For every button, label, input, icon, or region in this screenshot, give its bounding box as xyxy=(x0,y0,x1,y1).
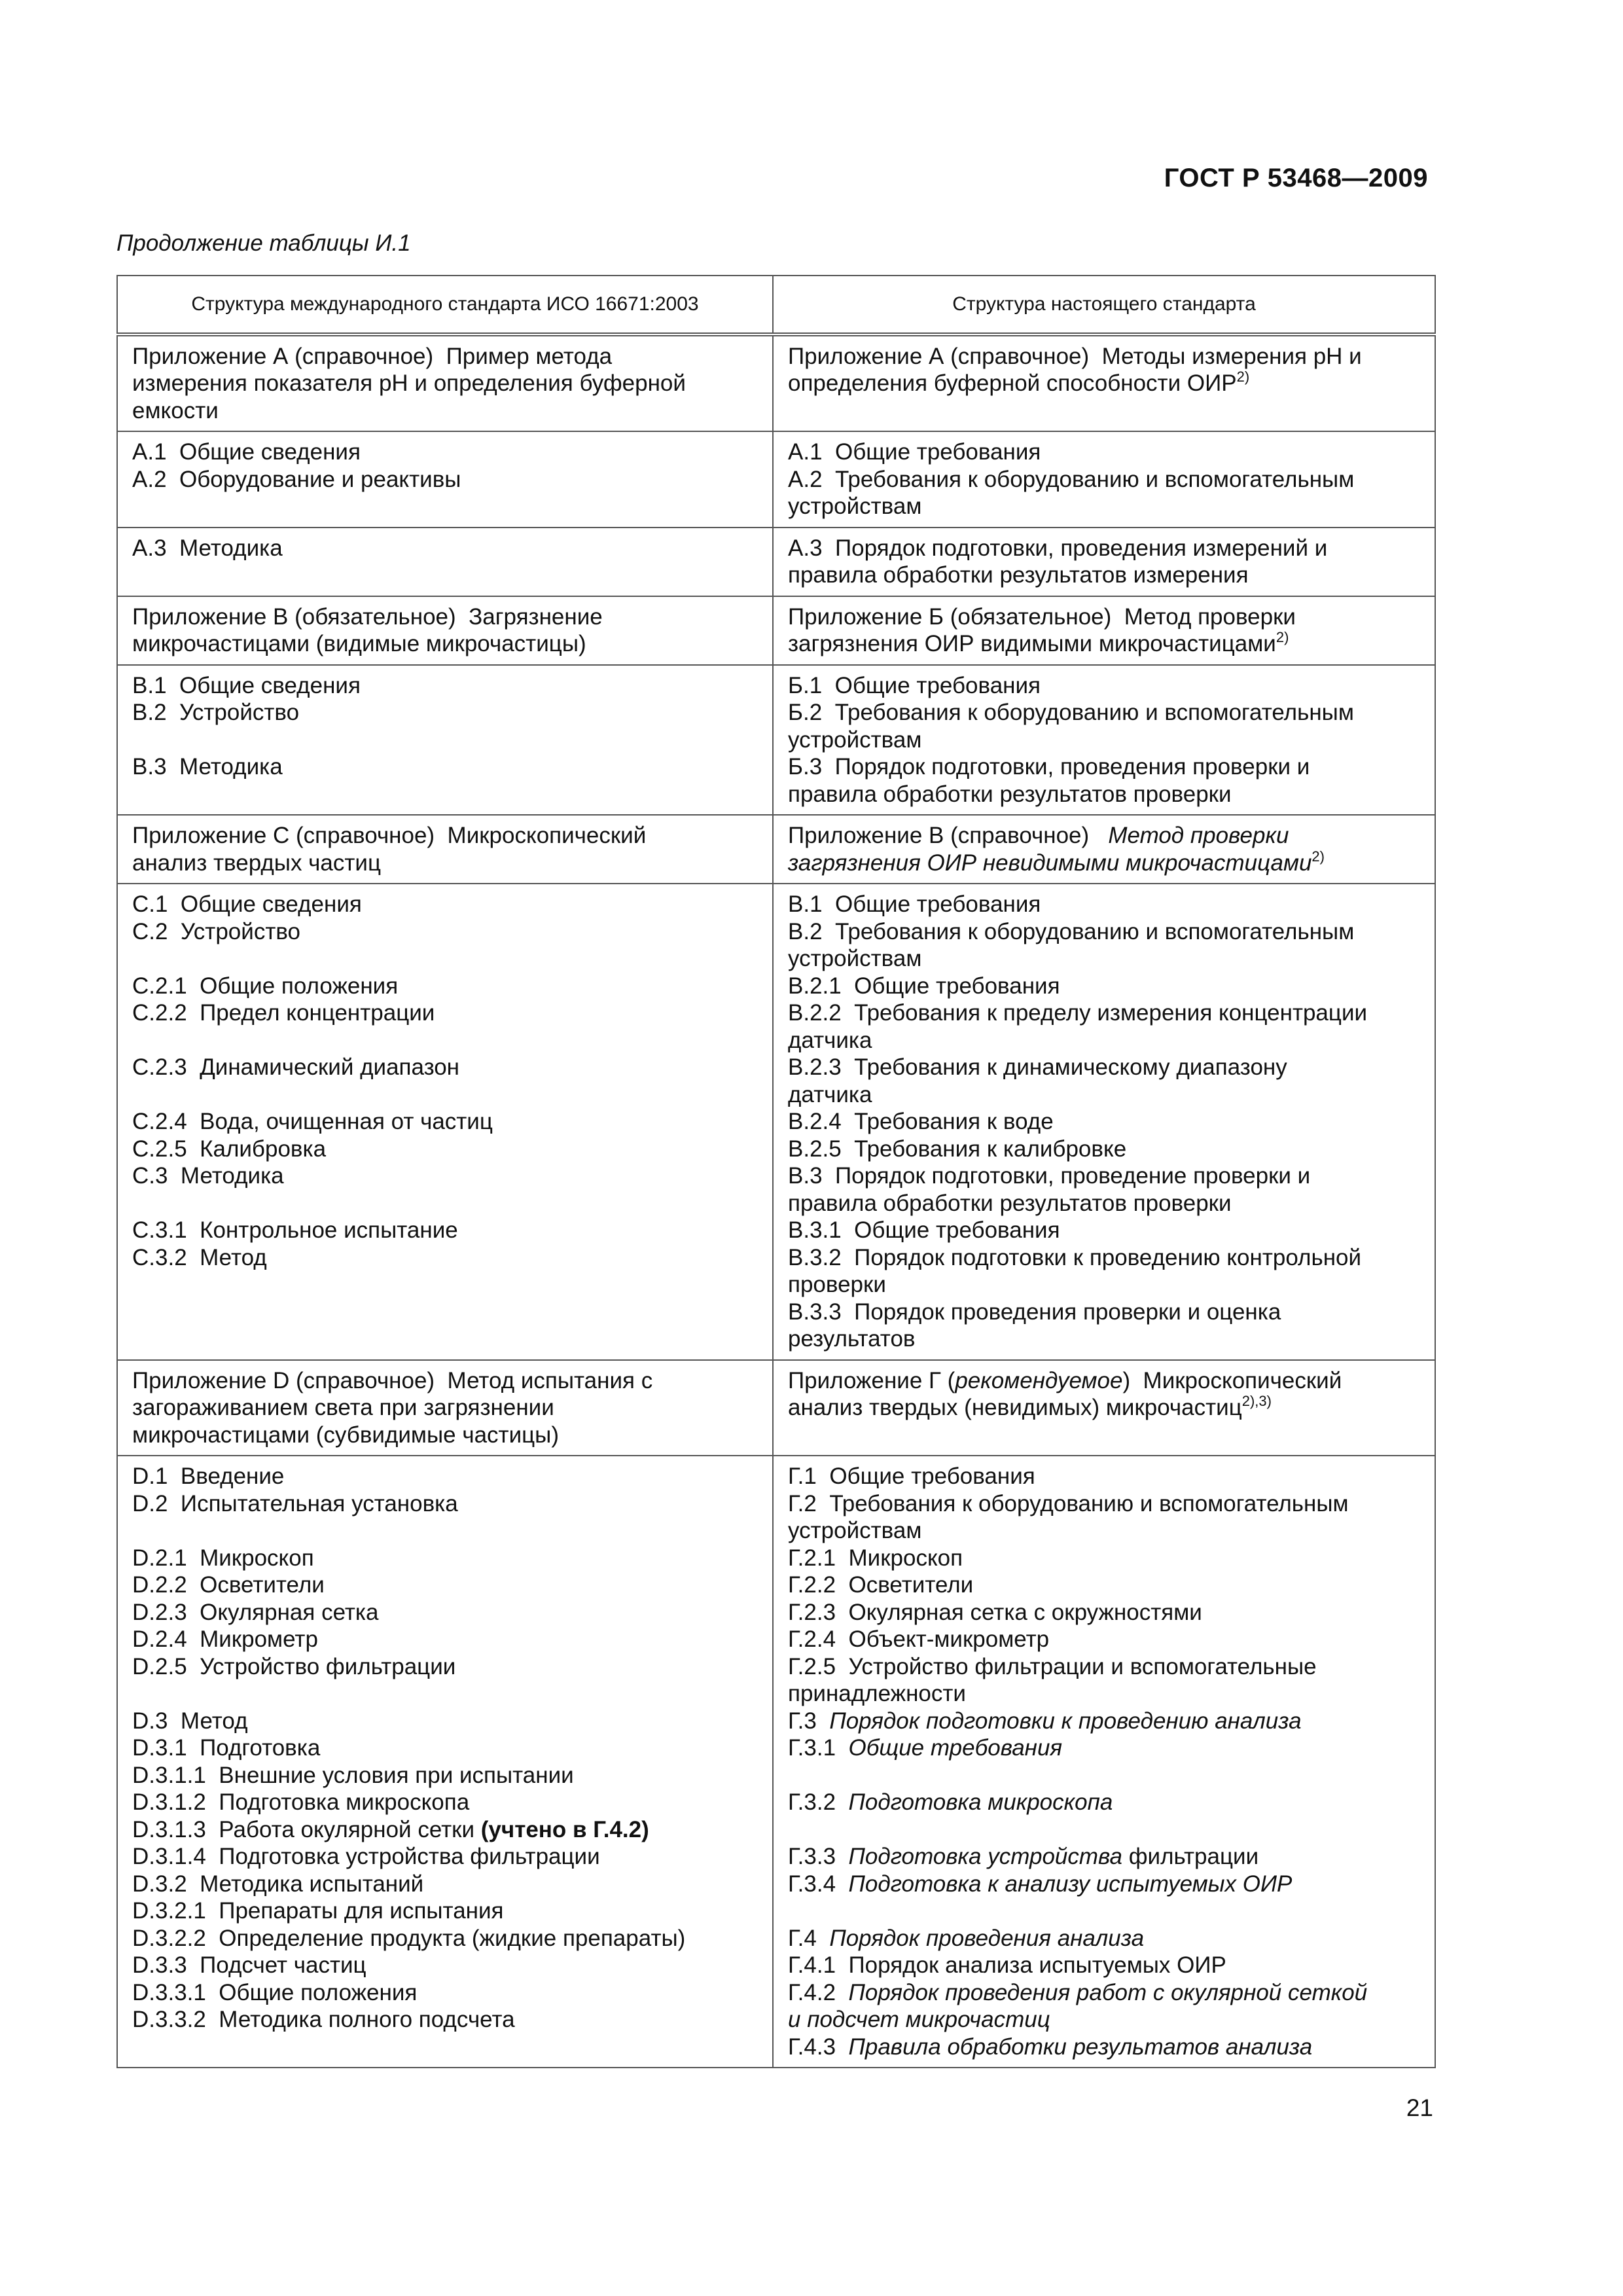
cell-line xyxy=(788,1925,1420,1952)
cell-line xyxy=(132,1816,758,1844)
cell-text-italic: Метод проверки xyxy=(1108,823,1289,848)
cell-line: D.3.2.2 Определение продукта (жидкие препараты) xyxy=(132,1925,686,1951)
cell-lines xyxy=(788,1463,1420,1708)
cell-line: устройствам xyxy=(788,726,922,753)
cell-line: А.1 Общие сведения xyxy=(132,439,361,465)
cell-line xyxy=(788,1394,1420,1422)
page-number: 21 xyxy=(1406,2094,1433,2121)
cell-line: устройствам xyxy=(788,493,922,519)
cell-line xyxy=(788,1708,1420,1735)
cell-text: D.3.1.3 Работа окулярной сетки xyxy=(132,1816,481,1842)
cell-line xyxy=(788,850,1420,877)
cell-line: В.3 Порядок подготовки, проведение проверки и xyxy=(788,1163,1311,1189)
cell-line: В.1 Общие сведения xyxy=(132,672,361,698)
cell-line: Г.2.4 Объект-микрометр xyxy=(788,1626,1050,1652)
iso-cell xyxy=(117,665,773,816)
cell-line: Приложение С (справочное) Микроскопический xyxy=(132,823,647,848)
cell-text-italic: Подготовка устройства xyxy=(848,1844,1123,1869)
cell-line-blank xyxy=(788,1816,1420,1844)
cell-text-italic: Порядок проведения работ с окулярной сеткой xyxy=(848,1979,1368,2005)
cell-line: В.1 Общие требования xyxy=(788,891,1041,917)
cell-lines xyxy=(132,1463,758,1816)
cell-line-blank xyxy=(132,1027,758,1054)
cell-line: D.3.1.2 Подготовка микроскопа xyxy=(132,1789,470,1815)
cell-line: В.3.3 Порядок проведения проверки и оценка xyxy=(788,1299,1281,1325)
comparison-table xyxy=(116,275,1436,2068)
cell-text: Приложение В (справочное) xyxy=(788,823,1109,848)
cell-line: С.3.1 Контрольное испытание xyxy=(132,1217,458,1243)
cell-line: С.2.1 Общие положения xyxy=(132,973,399,999)
column-header-national: Структура настоящего стандарта xyxy=(773,276,1435,334)
cell-line: проверки xyxy=(788,1272,886,1297)
iso-cell xyxy=(117,334,773,432)
iso-cell xyxy=(117,1456,773,2068)
cell-line: Б.1 Общие требования xyxy=(788,672,1041,698)
iso-cell xyxy=(117,884,773,1360)
cell-line: С.3 Методика xyxy=(132,1163,284,1189)
national-cell xyxy=(773,665,1435,816)
table-row xyxy=(117,431,1435,528)
cell-line: Приложение Б (обязательное) Метод проверки xyxy=(788,603,1296,630)
cell-line: В.2.1 Общие требования xyxy=(788,973,1060,999)
cell-text: определения буферной способности ОИР xyxy=(788,370,1237,396)
cell-line-blank xyxy=(132,1190,758,1217)
cell-line: D.3.1 Подготовка xyxy=(132,1735,321,1761)
cell-line: Г.4.1 Порядок анализа испытуемых ОИР xyxy=(788,1952,1226,1978)
cell-line: D.3.1.1 Внешние условия при испытании xyxy=(132,1762,574,1788)
cell-line: D.3 Метод xyxy=(132,1708,248,1734)
cell-line: С.3.2 Метод xyxy=(132,1244,267,1270)
cell-line: В.2.5 Требования к калибровке xyxy=(788,1136,1127,1162)
cell-line xyxy=(788,1871,1420,1898)
cell-text: Г.3.3 xyxy=(788,1844,849,1869)
cell-line: устройствам xyxy=(788,946,922,971)
cell-line: Г.1 Общие требования xyxy=(788,1463,1035,1489)
cell-line: Г.2.2 Осветители xyxy=(788,1572,974,1598)
cell-line: правила обработки результатов измерения xyxy=(788,562,1249,588)
cell-line: D.3.3.2 Методика полного подсчета xyxy=(132,2007,515,2032)
cell-line: А.3 Методика xyxy=(132,535,283,561)
cell-line: датчика xyxy=(788,1081,872,1107)
table-row xyxy=(117,665,1435,816)
column-header-iso: Структура международного стандарта ИСО 16671:2003 xyxy=(117,276,773,334)
cell-line: Б.2 Требования к оборудованию и вспомогательным xyxy=(788,700,1354,725)
cell-text-italic: рекомендуемое xyxy=(955,1367,1123,1393)
footnote-ref: 2) xyxy=(1311,848,1325,865)
cell-line: D.2.2 Осветители xyxy=(132,1572,325,1598)
cell-text: Г.3.2 xyxy=(788,1789,849,1815)
footnote-ref: 2),3) xyxy=(1241,1393,1272,1409)
cell-line xyxy=(788,2034,1420,2061)
iso-cell xyxy=(117,596,773,665)
cell-text: Г.4.2 xyxy=(788,1979,849,2005)
cell-line: С.2.5 Калибровка xyxy=(132,1136,327,1162)
cell-line-blank xyxy=(132,1680,758,1708)
cell-line: А.1 Общие требования xyxy=(788,439,1041,465)
cell-line: В.2.3 Требования к динамическому диапазону xyxy=(788,1054,1287,1080)
cell-line-blank xyxy=(132,726,758,754)
cell-line: D.3.1.4 Подготовка устройства фильтрации xyxy=(132,1844,600,1869)
cell-line: В.2 Устройство xyxy=(132,700,300,725)
cell-line: Г.2.3 Окулярная сетка с окружностями xyxy=(788,1599,1202,1625)
cell-line: D.3.2.1 Препараты для испытания xyxy=(132,1898,504,1924)
cell-line: результатов xyxy=(788,1326,916,1352)
cell-line-blank xyxy=(132,1517,758,1545)
cell-line-blank xyxy=(132,945,758,973)
cell-line: Б.3 Порядок подготовки, проведения проверки и xyxy=(788,754,1310,780)
cell-line: D.2.3 Окулярная сетка xyxy=(132,1599,379,1625)
cell-line: D.3.3 Подсчет частиц xyxy=(132,1952,366,1978)
cell-line: D.2 Испытательная установка xyxy=(132,1490,458,1516)
cell-line: С.2.3 Динамический диапазон xyxy=(132,1054,460,1080)
cell-line: Приложение В (обязательное) Загрязнение xyxy=(132,603,603,630)
footnote-ref: 2) xyxy=(1236,368,1250,385)
cell-line: D.3.3.1 Общие положения xyxy=(132,1979,418,2005)
cell-text-italic: Правила обработки результатов анализа xyxy=(848,2034,1313,2060)
table-row xyxy=(117,334,1435,432)
iso-cell xyxy=(117,431,773,528)
cell-line: загораживанием света при загрязнении xyxy=(132,1395,554,1420)
cell-line: и подсчет микрочастиц xyxy=(788,2007,1050,2032)
table-continuation-caption: Продолжение таблицы И.1 xyxy=(116,230,411,256)
cell-line: С.2 Устройство xyxy=(132,918,301,944)
cell-line: D.2.5 Устройство фильтрации xyxy=(132,1653,456,1679)
cell-line: устройствам xyxy=(788,1518,922,1543)
cell-line: правила обработки результатов проверки xyxy=(788,781,1232,807)
national-cell xyxy=(773,431,1435,528)
cell-line xyxy=(788,1367,1420,1395)
cell-text: Г.3.4 xyxy=(788,1871,849,1897)
cell-text-italic: Порядок проведения анализа xyxy=(829,1925,1145,1951)
table-row xyxy=(117,884,1435,1360)
cell-lines xyxy=(132,1843,758,2034)
cell-line: В.3.2 Порядок подготовки к проведению контрольной xyxy=(788,1244,1362,1270)
cell-line: В.2.4 Требования к воде xyxy=(788,1109,1054,1134)
cell-line-blank xyxy=(788,1762,1420,1789)
cell-line: С.1 Общие сведения xyxy=(132,891,362,917)
cell-line: В.3.1 Общие требования xyxy=(788,1217,1060,1243)
cell-text-italic: Порядок подготовки к проведению анализа xyxy=(829,1708,1302,1734)
cell-text: ) Микроскопический xyxy=(1122,1367,1342,1393)
national-cell xyxy=(773,596,1435,665)
table-row xyxy=(117,815,1435,884)
table-header-row xyxy=(117,276,1435,334)
cell-line: D.3.2 Методика испытаний xyxy=(132,1871,424,1897)
cell-line: А.3 Порядок подготовки, проведения измерений и xyxy=(788,535,1328,561)
cell-line: С.2.2 Предел концентрации xyxy=(132,1000,435,1026)
cell-line: D.2.4 Микрометр xyxy=(132,1626,318,1652)
iso-cell xyxy=(117,528,773,596)
cell-text-bold: (учтено в Г.4.2) xyxy=(480,1816,649,1842)
table-row xyxy=(117,596,1435,665)
cell-line xyxy=(788,1789,1420,1816)
cell-line-blank xyxy=(788,1897,1420,1925)
cell-line: Г.2 Требования к оборудованию и вспомогательным xyxy=(788,1490,1349,1516)
cell-line: микрочастицами (видимые микрочастицы) xyxy=(132,631,586,656)
cell-line: В.2.2 Требования к пределу измерения концентрации xyxy=(788,1000,1368,1026)
cell-line: Приложение А (справочное) Методы измерения pH и xyxy=(788,343,1362,369)
table-row xyxy=(117,1360,1435,1456)
cell-text: Г.4.3 xyxy=(788,2034,849,2060)
cell-text: фильтрации xyxy=(1122,1844,1259,1869)
national-cell xyxy=(773,884,1435,1360)
national-cell xyxy=(773,1456,1435,2068)
cell-line: D.2.1 Микроскоп xyxy=(132,1545,314,1571)
document-code: ГОСТ Р 53468—2009 xyxy=(1164,164,1428,192)
national-cell xyxy=(773,1360,1435,1456)
cell-line: Приложение D (справочное) Метод испытания с xyxy=(132,1367,653,1393)
cell-line xyxy=(788,1734,1420,1762)
cell-line: датчика xyxy=(788,1027,872,1053)
table-row xyxy=(117,1456,1435,2068)
cell-line xyxy=(788,1979,1420,2007)
cell-line: С.2.4 Вода, очищенная от частиц xyxy=(132,1109,493,1134)
iso-cell xyxy=(117,815,773,884)
cell-line: правила обработки результатов проверки xyxy=(788,1190,1232,1216)
cell-line: емкости xyxy=(132,397,219,423)
cell-line: В.2 Требования к оборудованию и вспомогательным xyxy=(788,918,1355,944)
national-cell xyxy=(773,334,1435,432)
iso-cell xyxy=(117,1360,773,1456)
cell-text: Г.3 xyxy=(788,1708,830,1734)
cell-line xyxy=(788,1843,1420,1871)
cell-line: D.1 Введение xyxy=(132,1463,285,1489)
cell-text-italic: Общие требования xyxy=(848,1735,1063,1761)
table-row xyxy=(117,528,1435,596)
footnote-ref: 2) xyxy=(1275,629,1289,645)
cell-line: Приложение А (справочное) Пример метода xyxy=(132,343,613,369)
cell-text: загрязнения ОИР видимыми микрочастицами xyxy=(788,631,1276,656)
cell-line: Г.2.1 Микроскоп xyxy=(788,1545,963,1571)
cell-text: Г.3.1 xyxy=(788,1735,849,1761)
cell-text: Приложение Г ( xyxy=(788,1367,955,1393)
cell-line: принадлежности xyxy=(788,1681,966,1706)
cell-line: анализ твердых частиц xyxy=(132,850,381,876)
national-cell xyxy=(773,815,1435,884)
cell-line: А.2 Оборудование и реактивы xyxy=(132,466,461,492)
cell-text-italic: Подготовка микроскопа xyxy=(848,1789,1113,1815)
cell-line: В.3 Методика xyxy=(132,754,283,780)
cell-line: Г.2.5 Устройство фильтрации и вспомогательные xyxy=(788,1653,1317,1679)
cell-line-blank xyxy=(132,1081,758,1109)
cell-line: А.2 Требования к оборудованию и вспомогательным xyxy=(788,466,1355,492)
cell-text-italic: загрязнения ОИР невидимыми микрочастицами xyxy=(788,850,1312,876)
cell-line xyxy=(788,822,1420,850)
cell-line: измерения показателя pH и определения буферной xyxy=(132,370,686,396)
cell-text-italic: Подготовка к анализу испытуемых ОИР xyxy=(848,1871,1293,1897)
cell-line xyxy=(788,630,1420,658)
cell-text: Г.4 xyxy=(788,1925,830,1951)
cell-text: анализ твердых (невидимых) микрочастиц xyxy=(788,1395,1242,1420)
cell-line: микрочастицами (субвидимые частицы) xyxy=(132,1422,559,1448)
national-cell xyxy=(773,528,1435,596)
cell-line xyxy=(788,370,1420,397)
